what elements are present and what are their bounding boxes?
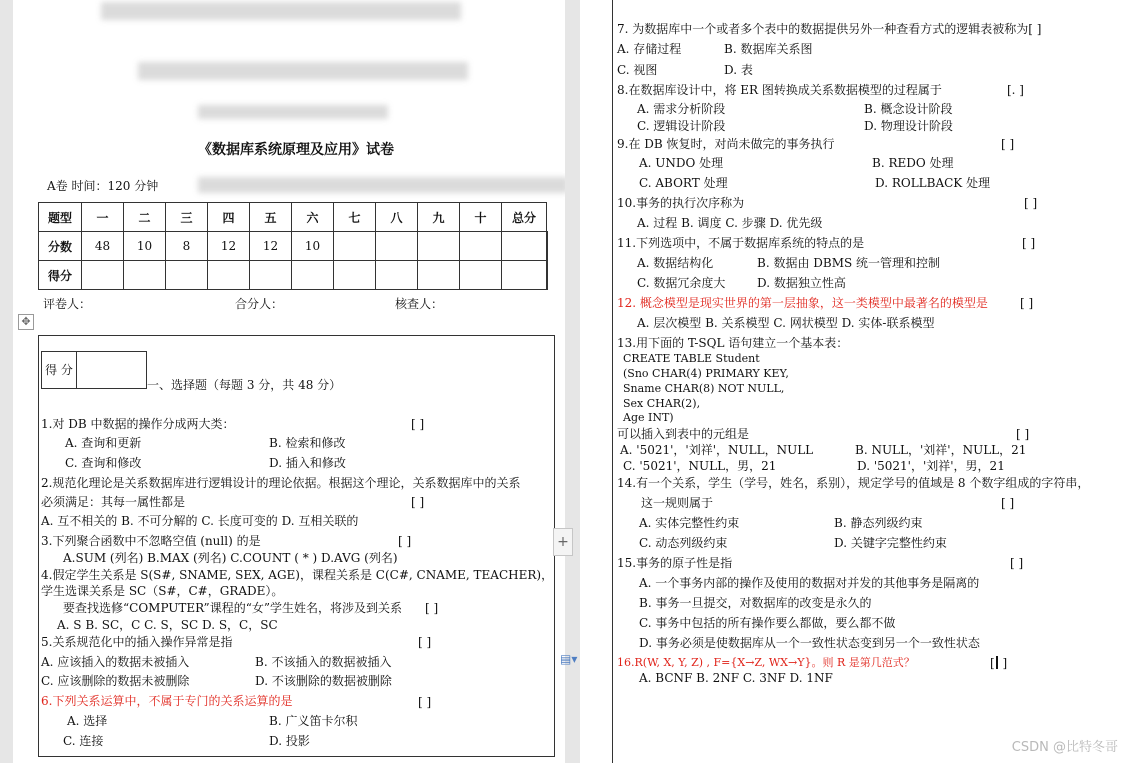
blurred-header xyxy=(101,2,461,20)
got-cell xyxy=(292,261,334,290)
header-cell: 十 xyxy=(460,203,502,232)
total-scorer-label: 合分人： xyxy=(235,297,284,311)
option: B. REDO 处理 xyxy=(872,156,954,170)
question-stem: 3.下列聚合函数中不忽略空值 (null) 的是 xyxy=(41,534,261,548)
option: C. '5021'，NULL，男，21 xyxy=(623,459,777,473)
question-stem: 6.下列关系运算中，不属于专门的关系运算的是 xyxy=(41,694,293,708)
checker-label: 核查人： xyxy=(395,297,444,311)
header-cell: 二 xyxy=(124,203,166,232)
answer-bracket: [ ] xyxy=(1010,556,1024,570)
score-row xyxy=(39,232,548,261)
answer-bracket: [ ] xyxy=(1001,137,1015,151)
paste-options-icon[interactable]: ▤▾ xyxy=(560,652,578,666)
option: B. 概念设计阶段 xyxy=(864,102,953,116)
option: C. 连接 xyxy=(63,734,104,748)
header-cell: 八 xyxy=(376,203,418,232)
answer-bracket: [ ] xyxy=(1016,427,1030,441)
got-cell xyxy=(460,261,502,290)
left-page xyxy=(13,0,565,763)
grader-label: 评卷人： xyxy=(43,297,92,311)
bracket-open: [ xyxy=(990,656,995,670)
total-cell xyxy=(547,232,548,290)
score-box-label: 得 分 xyxy=(42,352,77,388)
question-stem: 10.事务的执行次序称为 xyxy=(617,196,745,210)
option: C. 查询和修改 xyxy=(65,456,142,470)
question-stem: 11.下列选项中，不属于数据库系统的特点的是 xyxy=(617,236,865,250)
option: C. 事务中包括的所有操作要么都做，要么都不做 xyxy=(639,616,896,630)
option: B. 检索和修改 xyxy=(269,436,346,450)
options-line: A. 过程 B. 调度 C. 步骤 D. 优先级 xyxy=(637,216,823,230)
score-table xyxy=(38,202,548,290)
answer-bracket: [ ] xyxy=(1020,296,1034,310)
score-cell: 12 xyxy=(208,232,250,261)
sql-line: (Sno CHAR(4) PRIMARY KEY, xyxy=(623,367,789,380)
option: B. NULL，'刘祥'，NULL，21 xyxy=(855,443,1027,457)
sql-line: Sex CHAR(2), xyxy=(623,397,701,410)
option: D. 数据独立性高 xyxy=(757,276,846,290)
text-cursor xyxy=(996,656,998,669)
got-cell xyxy=(502,261,547,290)
question-stem: 2.规范化理论是关系数据库进行逻辑设计的理论依据。根据这个理论，关系数据库中的关系 xyxy=(41,476,521,490)
watermark: CSDN @比特冬哥 xyxy=(1011,740,1118,755)
option: D. ROLLBACK 处理 xyxy=(875,176,991,190)
option: A. 存储过程 xyxy=(617,42,682,56)
section-title: 一、选择题（每题 3 分，共 48 分） xyxy=(147,378,342,392)
bracket-close: ] xyxy=(998,656,1008,670)
score-header-row xyxy=(39,203,548,232)
header-cell: 四 xyxy=(208,203,250,232)
got-cell xyxy=(334,261,376,290)
options-line: A. BCNF B. 2NF C. 3NF D. 1NF xyxy=(639,671,833,685)
option: B. 数据由 DBMS 统一管理和控制 xyxy=(757,256,941,270)
got-cell xyxy=(124,261,166,290)
question-stem: 必须满足：其每一属性都是 xyxy=(41,495,186,509)
answer-bracket: [ ] xyxy=(398,534,412,548)
option: C. 动态列级约束 xyxy=(639,536,728,550)
answer-bracket: [ ] xyxy=(418,635,432,649)
answer-bracket: [ ] xyxy=(1022,236,1036,250)
option: B. 广义笛卡尔积 xyxy=(269,714,358,728)
question-stem: 14.有一个关系，学生（学号，姓名，系别），规定学号的值域是 8 个数字组成的字符串， xyxy=(617,476,1090,490)
option: C. 逻辑设计阶段 xyxy=(637,119,726,133)
answer-bracket: [ ] xyxy=(1024,196,1038,210)
sql-line: Sname CHAR(8) NOT NULL, xyxy=(623,382,785,395)
option: C. 视图 xyxy=(617,63,658,77)
answer-bracket: [ ] xyxy=(411,417,425,431)
option: C. ABORT 处理 xyxy=(639,176,728,190)
header-cell: 题型 xyxy=(39,203,82,232)
got-cell xyxy=(82,261,124,290)
header-cell: 五 xyxy=(250,203,292,232)
score-cell xyxy=(376,232,418,261)
header-cell: 七 xyxy=(334,203,376,232)
question-stem: 要查找选修“COMPUTER”课程的“女”学生姓名，将涉及到关系 xyxy=(63,601,402,615)
blurred-info xyxy=(198,177,565,193)
option: C. 应该删除的数据未被删除 xyxy=(41,674,190,688)
option: C. 数据冗余度大 xyxy=(637,276,726,290)
option: A. '5021'，'刘祥'，NULL，NULL xyxy=(620,443,814,457)
options-line: A. S B. SC，C C. S，SC D. S，C，SC xyxy=(57,618,278,632)
option: B. 数据库关系图 xyxy=(724,42,813,56)
question-stem: 这一规则属于 xyxy=(641,496,714,510)
add-page-plus-icon[interactable]: + xyxy=(553,528,573,556)
question-stem: 1.对 DB 中数据的操作分成两大类： xyxy=(41,417,235,431)
sql-line: CREATE TABLE Student xyxy=(623,352,760,365)
option: D. 表 xyxy=(724,63,753,77)
sql-line: Age INT) xyxy=(623,411,674,424)
question-stem: 4.假定学生关系是 S(S#, SNAME, SEX, AGE)，课程关系是 C(C#, CNAME, TEACHER)， xyxy=(41,568,554,582)
question-stem: 13.用下面的 T-SQL 语句建立一个基本表： xyxy=(617,336,849,350)
question-stem: 7. 为数据库中一个或者多个表中的数据提供另外一种查看方式的逻辑表被称为[ ] xyxy=(617,22,1042,36)
got-cell xyxy=(376,261,418,290)
score-cell xyxy=(460,232,502,261)
exam-line: A卷 时间：120 分钟 xyxy=(47,179,159,193)
option: D. 投影 xyxy=(269,734,310,748)
header-cell: 三 xyxy=(166,203,208,232)
option: B. 不该插入的数据被插入 xyxy=(255,655,392,669)
got-cell xyxy=(166,261,208,290)
question-stem: 16.R(W, X, Y, Z) , F={X→Z, WX→Y}。则 R 是第几范式？ xyxy=(617,656,915,669)
question-stem: 8.在数据库设计中，将 ER 图转换成关系数据模型的过程属于 xyxy=(617,83,942,97)
table-move-handle-icon[interactable]: ✥ xyxy=(18,314,34,330)
column-border xyxy=(612,0,613,763)
option: A. 需求分析阶段 xyxy=(637,102,726,116)
answer-bracket: [ ] xyxy=(418,695,432,709)
got-row xyxy=(39,261,548,290)
got-cell xyxy=(208,261,250,290)
question-stem: 学生选课关系是 SC（S#，C#，GRADE）。 xyxy=(41,584,284,598)
question-stem: 可以插入到表中的元组是 xyxy=(617,427,750,441)
option: A. UNDO 处理 xyxy=(639,156,724,170)
options-line: A. 互不相关的 B. 不可分解的 C. 长度可变的 D. 互相关联的 xyxy=(41,514,359,528)
blurred-header xyxy=(138,62,468,80)
score-cell xyxy=(418,232,460,261)
score-cell: 8 xyxy=(166,232,208,261)
header-cell: 总分 xyxy=(502,203,547,232)
score-cell: 48 xyxy=(82,232,124,261)
score-cell: 10 xyxy=(292,232,334,261)
option: D. 事务必须是使数据库从一个一致性状态变到另一个一致性状态 xyxy=(639,636,980,650)
right-page xyxy=(580,0,1130,763)
score-cell xyxy=(334,232,376,261)
answer-bracket: [ ] xyxy=(411,495,425,509)
question-stem: 5.关系规范化中的插入操作异常是指 xyxy=(41,635,233,649)
header-cell: 九 xyxy=(418,203,460,232)
options-line: A. 层次模型 B. 关系模型 C. 网状模型 D. 实体-联系模型 xyxy=(637,316,935,330)
header-cell: 六 xyxy=(292,203,334,232)
option: D. 物理设计阶段 xyxy=(864,119,953,133)
answer-bracket: [ ] xyxy=(425,601,439,615)
exam-title: 《数据库系统原理及应用》试卷 xyxy=(198,142,394,158)
got-cell xyxy=(418,261,460,290)
options-line: A.SUM (列名) B.MAX (列名) C.COUNT ( * ) D.AVG (列名) xyxy=(63,551,398,565)
option: A. 查询和更新 xyxy=(65,436,142,450)
answer-bracket: [. ] xyxy=(1007,83,1024,97)
option: B. 事务一旦提交，对数据库的改变是永久的 xyxy=(639,596,872,610)
score-box xyxy=(41,351,147,389)
option: A. 数据结构化 xyxy=(637,256,714,270)
option: D. 关键字完整性约束 xyxy=(834,536,947,550)
got-cell xyxy=(250,261,292,290)
answer-bracket[interactable] xyxy=(990,656,1007,670)
option: A. 选择 xyxy=(67,714,108,728)
question-stem: 12. 概念模型是现实世界的第一层抽象，这一类模型中最著名的模型是 xyxy=(617,296,988,310)
option: A. 应该插入的数据未被插入 xyxy=(41,655,190,669)
score-cell: 12 xyxy=(250,232,292,261)
score-cell: 10 xyxy=(124,232,166,261)
row-label: 得分 xyxy=(39,261,82,290)
option: D. '5021'，'刘祥'，男，21 xyxy=(857,459,1005,473)
answer-bracket: [ ] xyxy=(1001,496,1015,510)
question-stem: 9.在 DB 恢复时，对尚未做完的事务执行 xyxy=(617,137,835,151)
option: D. 插入和修改 xyxy=(269,456,346,470)
blurred-header xyxy=(198,105,388,119)
row-label: 分数 xyxy=(39,232,82,261)
score-cell xyxy=(502,232,547,261)
option: D. 不该删除的数据被删除 xyxy=(255,674,392,688)
question-stem: 15.事务的原子性是指 xyxy=(617,556,733,570)
option: A. 一个事务内部的操作及使用的数据对并发的其他事务是隔离的 xyxy=(639,576,980,590)
header-cell: 一 xyxy=(82,203,124,232)
option: B. 静态列级约束 xyxy=(834,516,923,530)
option: A. 实体完整性约束 xyxy=(639,516,740,530)
